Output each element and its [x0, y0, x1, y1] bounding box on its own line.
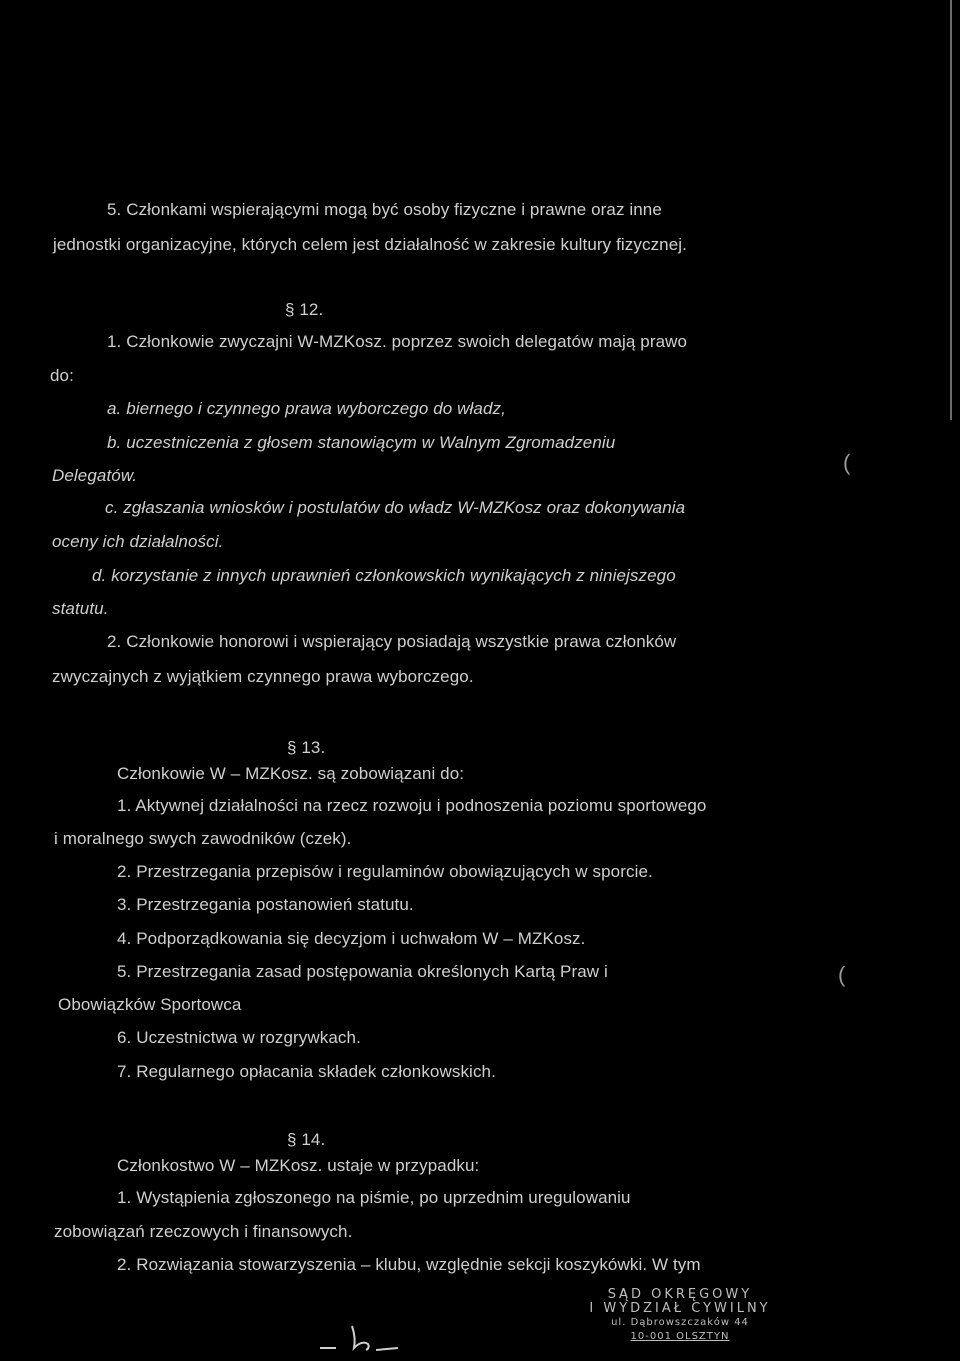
s13-item-2: 2. Przestrzegania przepisów i regulaminów obowiązujących w sporcie.	[117, 862, 653, 881]
s14-item-2: 2. Rozwiązania stowarzyszenia – klubu, względnie sekcji koszykówki. W tym	[117, 1255, 701, 1274]
s13-item-5-line-2: Obowiązków Sportowca	[58, 995, 242, 1014]
section-12-heading: § 12.	[285, 300, 324, 319]
s13-item-4: 4. Podporządkowania się decyzjom i uchwałom W – MZKosz.	[117, 929, 586, 948]
s13-item-3: 3. Przestrzegania postanowień statutu.	[117, 895, 414, 914]
s14-intro: Członkostwo W – MZKosz. ustaje w przypadku:	[117, 1156, 480, 1175]
paragraph-5-line-2: jednostki organizacyjne, których celem jest działalność w zakresie kultury fizycznej.	[53, 235, 687, 254]
s12-item-b-line-2: Delegatów.	[52, 466, 138, 485]
page-edge	[950, 0, 960, 420]
s12-item-a: a. biernego i czynnego prawa wyborczego do władz,	[107, 399, 506, 418]
stamp-line-2: I WYDZIAŁ CYWILNY	[589, 1301, 771, 1316]
margin-mark-upper: (	[843, 450, 851, 475]
s12-point-1-line-2: do:	[50, 366, 74, 385]
s14-item-1-line-2: zobowiązań rzeczowych i finansowych.	[54, 1222, 353, 1241]
section-14-heading: § 14.	[287, 1130, 326, 1149]
stamp-line-1: SĄD OKRĘGOWY	[607, 1287, 753, 1302]
handwritten-signature	[318, 1318, 418, 1356]
s13-item-6: 6. Uczestnictwa w rozgrywkach.	[117, 1028, 361, 1047]
s13-item-1-line-1: 1. Aktywnej działalności na rzecz rozwoju i podnoszenia poziomu sportowego	[117, 796, 707, 815]
s13-item-1-line-2: i moralnego swych zawodników (czek).	[54, 829, 352, 848]
paragraph-5-line-1: 5. Członkami wspierającymi mogą być osoby fizyczne i prawne oraz inne	[107, 200, 662, 219]
margin-mark-lower: (	[838, 962, 846, 987]
s12-item-c-line-2: oceny ich działalności.	[52, 532, 224, 551]
stamp-line-3: ul. Dąbrowszczaków 44	[611, 1317, 749, 1328]
s12-item-d-line-1: d. korzystanie z innych uprawnień członkowskich wynikających z niniejszego	[92, 566, 676, 585]
stamp-line-4: 10-001 OLSZTYN	[630, 1331, 730, 1342]
s13-item-5-line-1: 5. Przestrzegania zasad postępowania określonych Kartą Praw i	[117, 962, 608, 981]
s12-item-b-line-1: b. uczestniczenia z głosem stanowiącym w Walnym Zgromadzeniu	[107, 433, 616, 452]
court-stamp	[565, 1288, 795, 1344]
s12-point-2-line-1: 2. Członkowie honorowi i wspierający posiadają wszystkie prawa członków	[107, 632, 677, 651]
s13-intro: Członkowie W – MZKosz. są zobowiązani do:	[117, 764, 465, 783]
s12-item-d-line-2: statutu.	[52, 599, 109, 618]
s12-item-c-line-1: c. zgłaszania wniosków i postulatów do władz W-MZKosz oraz dokonywania	[105, 498, 686, 517]
section-13-heading: § 13.	[287, 738, 326, 757]
s14-item-1-line-1: 1. Wystąpienia zgłoszonego na piśmie, po uprzednim uregulowaniu	[117, 1188, 631, 1207]
s12-point-2-line-2: zwyczajnych z wyjątkiem czynnego prawa wyborczego.	[52, 667, 474, 686]
s12-point-1-line-1: 1. Członkowie zwyczajni W-MZKosz. poprzez swoich delegatów mają prawo	[107, 332, 688, 351]
s13-item-7: 7. Regularnego opłacania składek członkowskich.	[117, 1062, 496, 1081]
